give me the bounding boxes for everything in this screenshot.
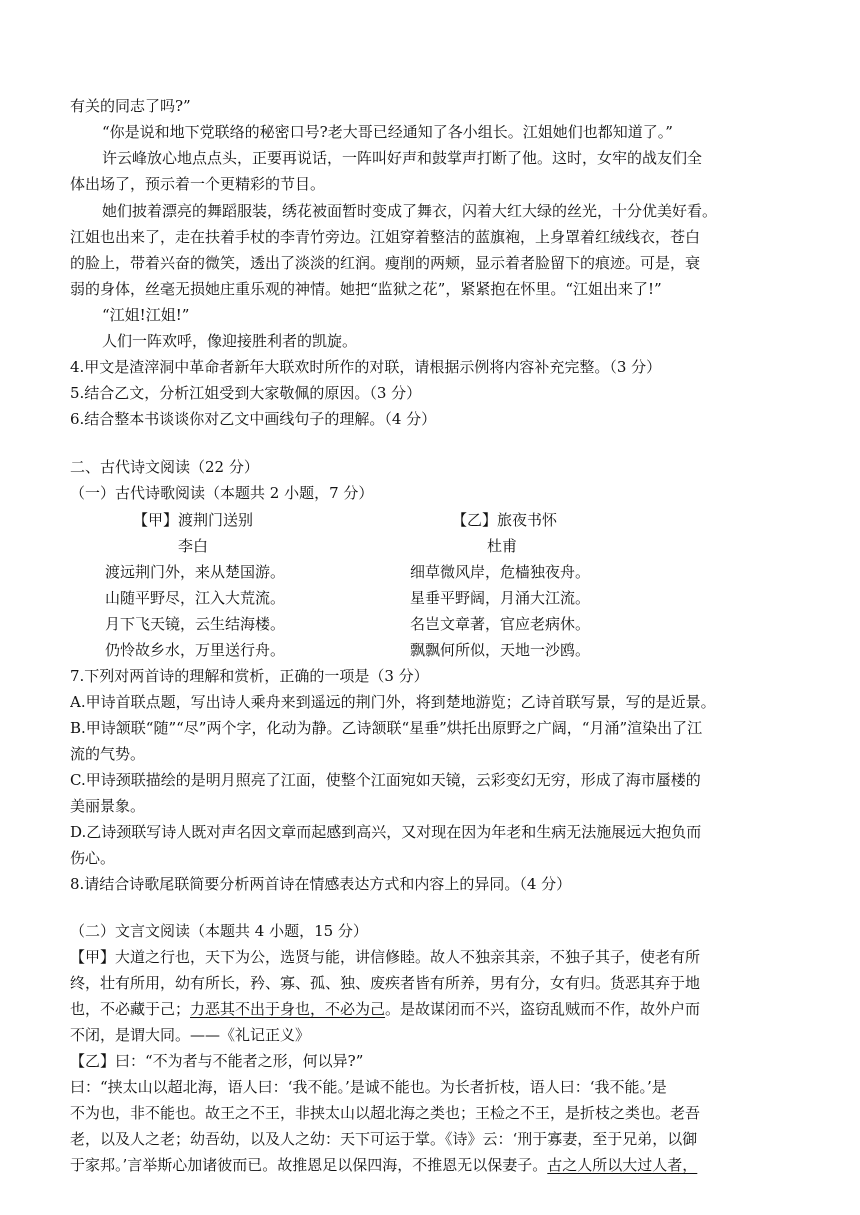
poem-b-author: 杜甫 — [487, 537, 518, 555]
subsection-title: （一）古代诗歌阅读（本题共 2 小题，7 分） — [70, 484, 374, 502]
classical-b-line — [70, 1152, 802, 1178]
passage-line: “江姐!江姐!” — [102, 306, 190, 324]
passage-line: 弱的身体，丝毫无损她庄重乐观的神情。她把“监狱之花”，紧紧抱在怀里。“江姐出来了!” — [70, 280, 662, 298]
classical-a-line: 【甲】大道之行也，天下为公，选贤与能，讲信修睦。故人不独亲其亲，不独子其子，使老有所 — [70, 948, 701, 966]
classical-a-line: 不闭，是谓大同。——《礼记正义》 — [70, 1026, 311, 1044]
option-d: D.乙诗颈联写诗人既对声名因文章而起感到高兴，又对现在因为年老和生病无法施展远大抱负而 — [70, 823, 702, 841]
passage-line: 许云峰放心地点点头，正要再说话，一阵叫好声和鼓掌声打断了他。这时，女牢的战友们全 — [102, 149, 703, 167]
option-b: B.甲诗颔联“随”“尽”两个字，化动为静。乙诗颔联“星垂”烘托出原野之广阔，“月涌”渲染出了江 — [70, 719, 703, 737]
classical-b-line: 不为也，非不能也。故王之不王，非挟太山以超北海之类也；王检之不王，是折枝之类也。老吾 — [70, 1104, 701, 1122]
classical-b-line: 【乙】曰：“不为者与不能者之形，何以异?” — [70, 1052, 364, 1070]
poem-a-line: 月下飞天镜，云生结海楼。 — [105, 615, 286, 633]
underlined-sentence: 力恶其不出于身也，不必为己 — [190, 1000, 386, 1018]
passage-line: 她们披着漂亮的舞蹈服装，绣花被面暂时变成了舞衣，闪着大红大绿的丝光，十分优美好看。 — [102, 202, 718, 220]
classical-b-line: 曰：“挟太山以超北海，语人曰：‘我不能。’是诚不能也。为长者折枝，语人曰：‘我不能。’是 — [70, 1078, 667, 1096]
classical-a-text: 也，不必藏于己； — [70, 1000, 191, 1018]
question-5: 5.结合乙文，分析江姐受到大家敬佩的原因。（3 分） — [70, 384, 422, 402]
option-b-cont: 流的气势。 — [70, 745, 146, 763]
classical-b-line: 老，以及人之老；幼吾幼，以及人之幼：天下可运于掌。《诗》云：‘刑于寡妻，至于兄弟，以御 — [70, 1130, 698, 1148]
question-8: 8.请结合诗歌尾联简要分析两首诗在情感表达方式和内容上的异同。（4 分） — [70, 875, 572, 893]
poem-b-line: 飘飘何所似，天地一沙鸥。 — [410, 641, 591, 659]
question-4: 4.甲文是渣滓洞中革命者新年大联欢时所作的对联，请根据示例将内容补充完整。（3 分） — [70, 358, 662, 376]
classical-b-text: 于家邦。’言举斯心加诸彼而已。故推恩足以保四海，不推恩无以保妻子。 — [70, 1156, 548, 1174]
poem-a-author: 李白 — [178, 537, 209, 555]
section-title: 二、古代诗文阅读（22 分） — [70, 458, 259, 476]
poem-a-line: 山随平野尽，江入大荒流。 — [105, 589, 286, 607]
poem-a-title: 【甲】渡荆门送别 — [133, 511, 254, 529]
classical-a-text: 。是故谋闭而不兴，盗窃乱贼而不作，故外户而 — [385, 1000, 701, 1018]
classical-a-line: 终，壮有所用，幼有所长，矜、寡、孤、独、废疾者皆有所养，男有分，女有归。货恶其弃于地 — [70, 974, 701, 992]
poem-b-title: 【乙】旅夜书怀 — [452, 511, 558, 529]
passage-line: 体出场了，预示着一个更精彩的节目。 — [70, 175, 326, 193]
option-a: A.甲诗首联点题，写出诗人乘舟来到遥远的荆门外，将到楚地游览；乙诗首联写景，写的是近景。 — [70, 693, 716, 711]
question-7: 7.下列对两首诗的理解和赏析，正确的一项是（3 分） — [70, 667, 429, 685]
classical-a-line — [70, 996, 802, 1022]
underlined-sentence: 古之人所以大过人者， — [547, 1156, 698, 1174]
option-d-cont: 伤心。 — [70, 849, 116, 867]
passage-line: 人们一阵欢呼，像迎接胜利者的凯旋。 — [102, 332, 358, 350]
question-6: 6.结合整本书谈谈你对乙文中画线句子的理解。（4 分） — [70, 410, 437, 428]
option-c-cont: 美丽景象。 — [70, 797, 146, 815]
passage-line: 有关的同志了吗?” — [70, 97, 191, 115]
passage-line: 的脸上，带着兴奋的微笑，透出了淡淡的红润。瘦削的两颊，显示着者脸留下的痕迹。可是，衰 — [70, 254, 701, 272]
poem-b-line: 名岂文章著，官应老病休。 — [410, 615, 591, 633]
poem-a-line: 渡远荆门外，来从楚国游。 — [105, 563, 286, 581]
passage-line: “你是说和地下党联络的秘密口号?老大哥已经通知了各小组长。江姐她们也都知道了。” — [102, 123, 673, 141]
poem-b-line: 细草微风岸，危樯独夜舟。 — [410, 563, 591, 581]
poem-b-line: 星垂平野阔，月涌大江流。 — [410, 589, 591, 607]
passage-line: 江姐也出来了，走在扶着手杖的李青竹旁边。江姐穿着整洁的蓝旗袍，上身罩着红绒线衣，苍白 — [70, 228, 701, 246]
option-c: C.甲诗颈联描绘的是明月照亮了江面，使整个江面宛如天镜，云彩变幻无穷，形成了海市蜃楼的 — [70, 771, 701, 789]
poem-a-line: 仍怜故乡水，万里送行舟。 — [105, 641, 286, 659]
subsection-title: （二）文言文阅读（本题共 4 小题，15 分） — [70, 922, 368, 940]
